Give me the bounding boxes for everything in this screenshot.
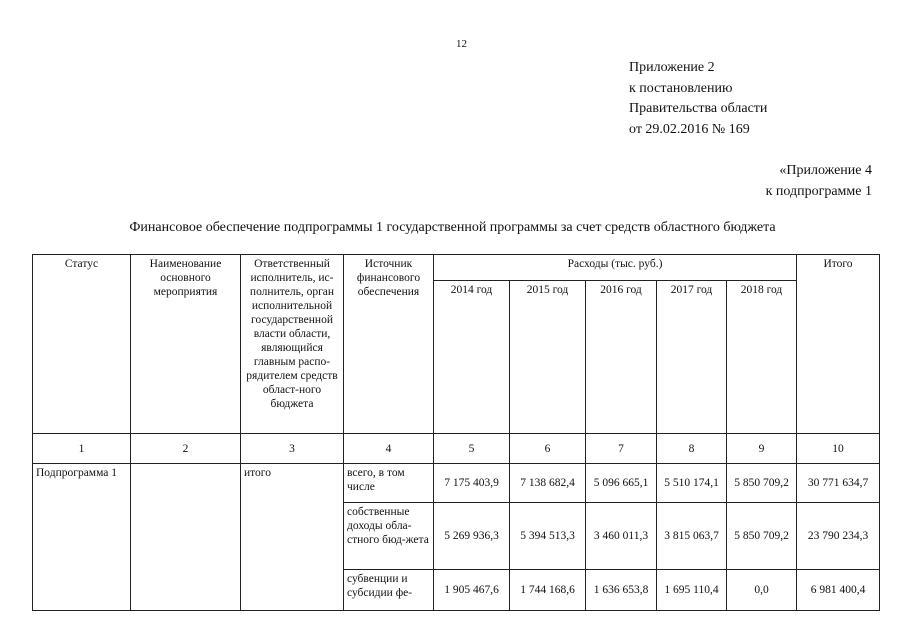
- index-cell: 9: [727, 434, 797, 464]
- index-cell: 3: [241, 434, 344, 464]
- index-row: [33, 434, 880, 464]
- financing-table: [32, 254, 880, 611]
- header-year: 2017 год: [657, 281, 727, 434]
- executor-cell: итого: [241, 464, 344, 611]
- source-cell: собственные доходы обла-стного бюд-жета: [344, 503, 434, 570]
- value-cell: 5 394 513,3: [510, 503, 586, 570]
- total-cell: 6 981 400,4: [797, 570, 880, 611]
- index-cell: 5: [434, 434, 510, 464]
- value-cell: 7 175 403,9: [434, 464, 510, 503]
- index-cell: 8: [657, 434, 727, 464]
- value-cell: 5 510 174,1: [657, 464, 727, 503]
- inner-appendix-block: [766, 161, 872, 202]
- name-cell: [131, 464, 241, 611]
- index-cell: 6: [510, 434, 586, 464]
- index-cell: 7: [586, 434, 657, 464]
- value-cell: 1 695 110,4: [657, 570, 727, 611]
- inner-appendix-line: «Приложение 4: [779, 163, 872, 178]
- appendix-line: Правительства области: [629, 101, 768, 116]
- value-cell: 1 905 467,6: [434, 570, 510, 611]
- status-cell: Подпрограмма 1: [33, 464, 131, 611]
- table-row: [33, 464, 880, 503]
- header-year: 2014 год: [434, 281, 510, 434]
- header-row: [33, 255, 880, 281]
- index-cell: 10: [797, 434, 880, 464]
- page-number: 12: [456, 38, 467, 50]
- document-title: Финансовое обеспечение подпрограммы 1 государственной программы за счет средств областного бюджета: [129, 220, 776, 235]
- value-cell: 7 138 682,4: [510, 464, 586, 503]
- appendix-line: к постановлению: [629, 80, 733, 96]
- appendix-block: [629, 58, 767, 140]
- index-cell: 1: [33, 434, 131, 464]
- source-cell: всего, в том числе: [344, 464, 434, 503]
- value-cell: 5 096 665,1: [586, 464, 657, 503]
- total-cell: 23 790 234,3: [797, 503, 880, 570]
- header-name: Наименование основного мероприятия: [131, 255, 241, 434]
- header-year: 2016 год: [586, 281, 657, 434]
- header-expenses: Расходы (тыс. руб.): [434, 255, 797, 281]
- source-cell: субвенции и субсидии фе-: [344, 570, 434, 611]
- total-cell: 30 771 634,7: [797, 464, 880, 503]
- appendix-line: от 29.02.2016 № 169: [629, 121, 750, 137]
- header-year: 2018 год: [727, 281, 797, 434]
- header-executor: Ответственный исполнитель, ис-полнитель, орган исполнительной государственной власти области, являющийся главным распо-рядителем средств област-ного бюджета: [241, 255, 344, 434]
- header-source: Источник финансового обеспечения: [344, 255, 434, 434]
- header-status: Статус: [33, 255, 131, 434]
- value-cell: 3 815 063,7: [657, 503, 727, 570]
- index-cell: 4: [344, 434, 434, 464]
- value-cell: 5 850 709,2: [727, 464, 797, 503]
- value-cell: 3 460 011,3: [586, 503, 657, 570]
- header-total: Итого: [797, 255, 880, 434]
- header-year: 2015 год: [510, 281, 586, 434]
- inner-appendix-line: к подпрограмме 1: [765, 183, 872, 199]
- value-cell: 5 269 936,3: [434, 503, 510, 570]
- value-cell: 0,0: [727, 570, 797, 611]
- appendix-line: Приложение 2: [629, 60, 715, 75]
- value-cell: 1 744 168,6: [510, 570, 586, 611]
- value-cell: 1 636 653,8: [586, 570, 657, 611]
- index-cell: 2: [131, 434, 241, 464]
- value-cell: 5 850 709,2: [727, 503, 797, 570]
